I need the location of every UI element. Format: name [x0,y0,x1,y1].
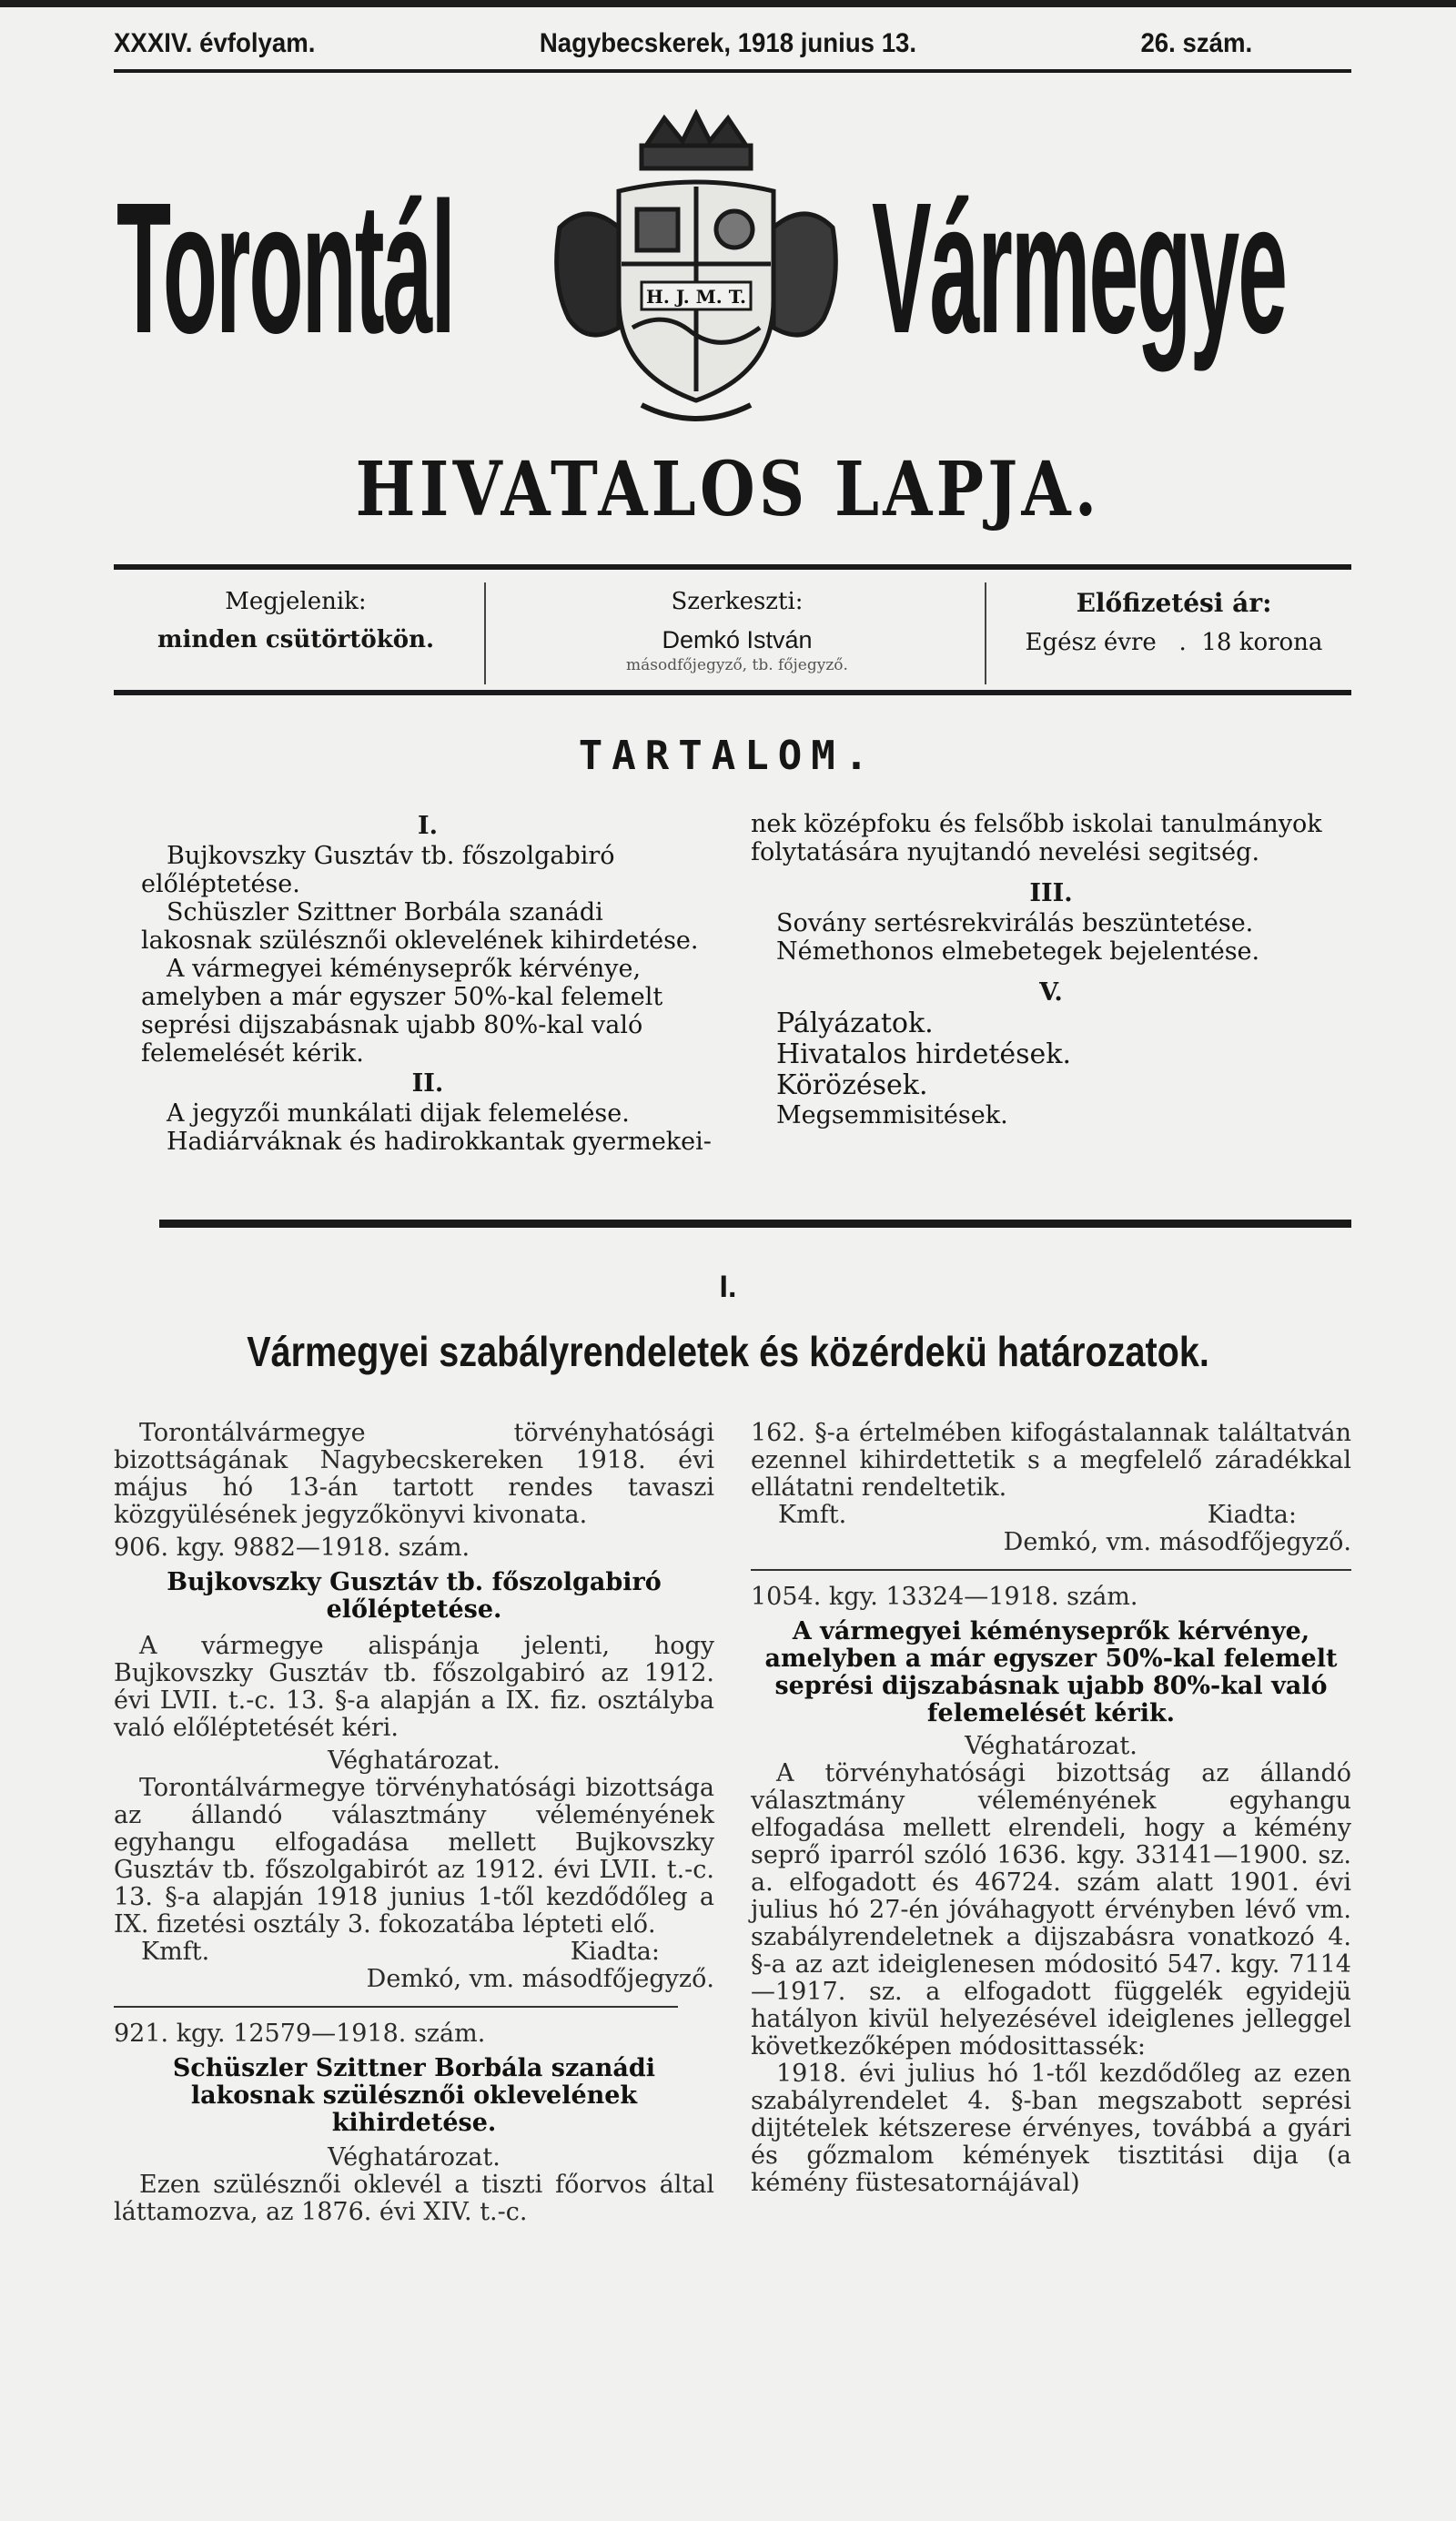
resolution-label: Véghatározat. [965,1732,1138,1760]
header-rule [114,69,1351,73]
crest-label: H. J. M. T. [646,286,746,308]
section-number: I. [719,1270,737,1304]
reference-number: 1054. kgy. 13324—1918. szám. [751,1583,1138,1611]
masthead-subtitle: HIVATALOS LAPJA. [355,446,1101,533]
article-heading: A vármegyei kéményseprők kérvénye, amelyben a már egyszer 50%-kal felemelt seprési dijszabásnak ujabb 80%-kal való felemelését kérik. [764,1617,1338,1727]
info-divider-2 [985,582,986,684]
info-publication [114,582,478,683]
signature: Demkó, vm. másodfőjegyző. [366,1965,714,1993]
article-paragraph: A vármegye alispánja jelenti, hogy Bujkovszky Gusztáv tb. főszolgabiró az 1912. évi LVII. t.-c. 13. §-a alapján a IX. fiz. osztályba való előléptetését kéri. [114,1632,714,1742]
editor-label: Szerkeszti: [671,588,804,615]
toc-section-1: I. [417,812,439,840]
article-paragraph: Torontálvármegye törvényhatósági bizottsága az állandó választmány véleményének egyhangu elfogadása mellett Bujkovszky Gusztáv tb. főszolgabirót az 1912. évi LVII. t.-c. 13. §-a alapján 1918 junius 1-től kezdődőleg a IX. fizetési osztály 3. fokozatába lépteti elő. [114,1774,714,1939]
toc-section-3: III. [1029,879,1073,907]
article-heading: Bujkovszky Gusztáv tb. főszolgabiró előléptetése. [167,1568,662,1624]
kmft-label: Kmft. [778,1501,847,1529]
signature-row [751,1502,1351,1529]
reference-number: 921. kgy. 12579—1918. szám. [114,2020,486,2048]
article-paragraph: A törvényhatósági bizottság az állandó választmány véleményének egyhangu elfogadása mellett elrendeli, hogy a kémény seprő iparról szóló 1636. kgy. 33141—1900. sz. a. elfogadott és 46724. szám alatt 1901. évi julius hó 27-én jóváhagyott érvényben lévő vm. szabályrendeletnek a dijszabásra vonatkozó 4. §-a az azt ideiglenesen módositó 547. kgy. 7114—1917. sz. a elfogadott függelék egyidejü hatályon kivül helyezésével ideiglenes jelleggel következőképen módosittassék: [751,1759,1351,2060]
issue-line [114,20,1252,67]
article-divider [114,2006,678,2008]
section-title: Vármegyei szabályrendeletek és közérdekü határozatok. [247,1328,1209,1375]
toc-item: Körözések. [776,1069,928,1101]
article-divider [751,1569,1351,1571]
publication-schedule: minden csütörtökön. [157,626,435,653]
signature-row [114,1939,714,1966]
meeting-intro: Torontálvármegye törvényhatósági bizottságának Nagybecskereken 1918. évi május hó 13-án tartott rendes tavaszi közgyülésének jegyzőkönyvi kivonata. [114,1419,714,1529]
toc-item: A vármegyei kéményseprők kérvénye, amelyben a már egyszer 50%-kal felemelt seprési dijszabásnak ujabb 80%-kal való felemelését kérik. [141,955,663,1068]
toc-item: Schüszler Szittner Borbála szanádi lakosnak szülésznői oklevelének kihirdetése. [141,898,699,955]
article-paragraph: Ezen szülésznői oklevél a tiszti főorvos által láttamozva, az 1876. évi XIV. t.-c. [114,2171,714,2226]
top-edge [0,0,1456,7]
editor-name: Demkó István [662,626,813,653]
article-paragraph: 1918. évi julius hó 1-től kezdődőleg az ezen szabályrendelet 4. §-ban megszabott seprési dijtételek kétszerese érvényes, továbbá a gyári és gőzmalom kémények tisztitási dija (a kémény füstesatornájával) [751,2060,1351,2197]
body-left-column [114,1420,714,2226]
kmft-label: Kmft. [141,1938,210,1966]
toc-left-column [141,810,714,1156]
info-subscription [992,582,1356,683]
toc-item: Bujkovszky Gusztáv tb. főszolgabiró előléptetése. [141,842,615,898]
subscription-label: Előfizetési ár: [1076,588,1272,618]
info-divider-1 [484,582,486,684]
resolution-label: Véghatározat. [328,2143,500,2172]
toc-section-5: V. [1039,978,1063,1007]
issue-number: 26. szám. [1140,28,1253,58]
info-editor [491,582,983,683]
toc-title: TARTALOM. [578,733,878,779]
subscription-price: Egész évre . 18 korona [1025,629,1323,656]
masthead-right: Vármegye [872,164,1287,372]
toc-item: Sovány sertésrekvirálás beszüntetése. [776,909,1254,937]
editor-title: másodfőjegyző, tb. főjegyző. [626,656,848,674]
resolution-label: Véghatározat. [328,1746,500,1775]
toc-right-column [751,810,1351,1129]
toc-section-2: II. [411,1069,444,1098]
info-rule-top [114,564,1351,570]
article-heading: Schüszler Szittner Borbála szanádi lakosnak szülésznői oklevelének kihirdetése. [172,2054,656,2137]
kiadta-label: Kiadta: [1207,1501,1297,1529]
toc-item: Pályázatok. [776,1007,934,1039]
toc-item: A jegyzői munkálati dijak felemelése. [167,1099,630,1128]
toc-item: Hivatalos hirdetések. [776,1038,1072,1070]
reference-number: 906. kgy. 9882—1918. szám. [114,1534,470,1562]
toc-rule-bottom [159,1220,1351,1228]
toc-item: Megsemmisitések. [776,1101,1008,1129]
place-date: Nagybecskerek, 1918 junius 13. [539,28,917,58]
publication-label: Megjelenik: [225,588,367,615]
body-right-column [751,1420,1351,2197]
toc-item: Némethonos elmebetegek bejelentése. [776,937,1260,966]
toc-item: Hadiárváknak és hadirokkantak gyermekei- [167,1128,712,1156]
toc-item: nek középfoku és felsőbb iskolai tanulmányok folytatására nyujtandó nevelési segitség. [751,810,1322,866]
article-paragraph: 162. §-a értelmében kifogástalannak találtatván ezennel kihirdettetik s a megfelelő záradékkal ellátatni rendeltetik. [751,1419,1351,1502]
kiadta-label: Kiadta: [570,1938,660,1966]
masthead-left: Torontál [116,164,454,372]
volume-label: XXXIV. évfolyam. [114,28,316,58]
signature: Demkó, vm. másodfőjegyző. [1003,1528,1351,1556]
info-rule-bottom [114,690,1351,695]
coat-of-arms-icon [532,109,860,437]
